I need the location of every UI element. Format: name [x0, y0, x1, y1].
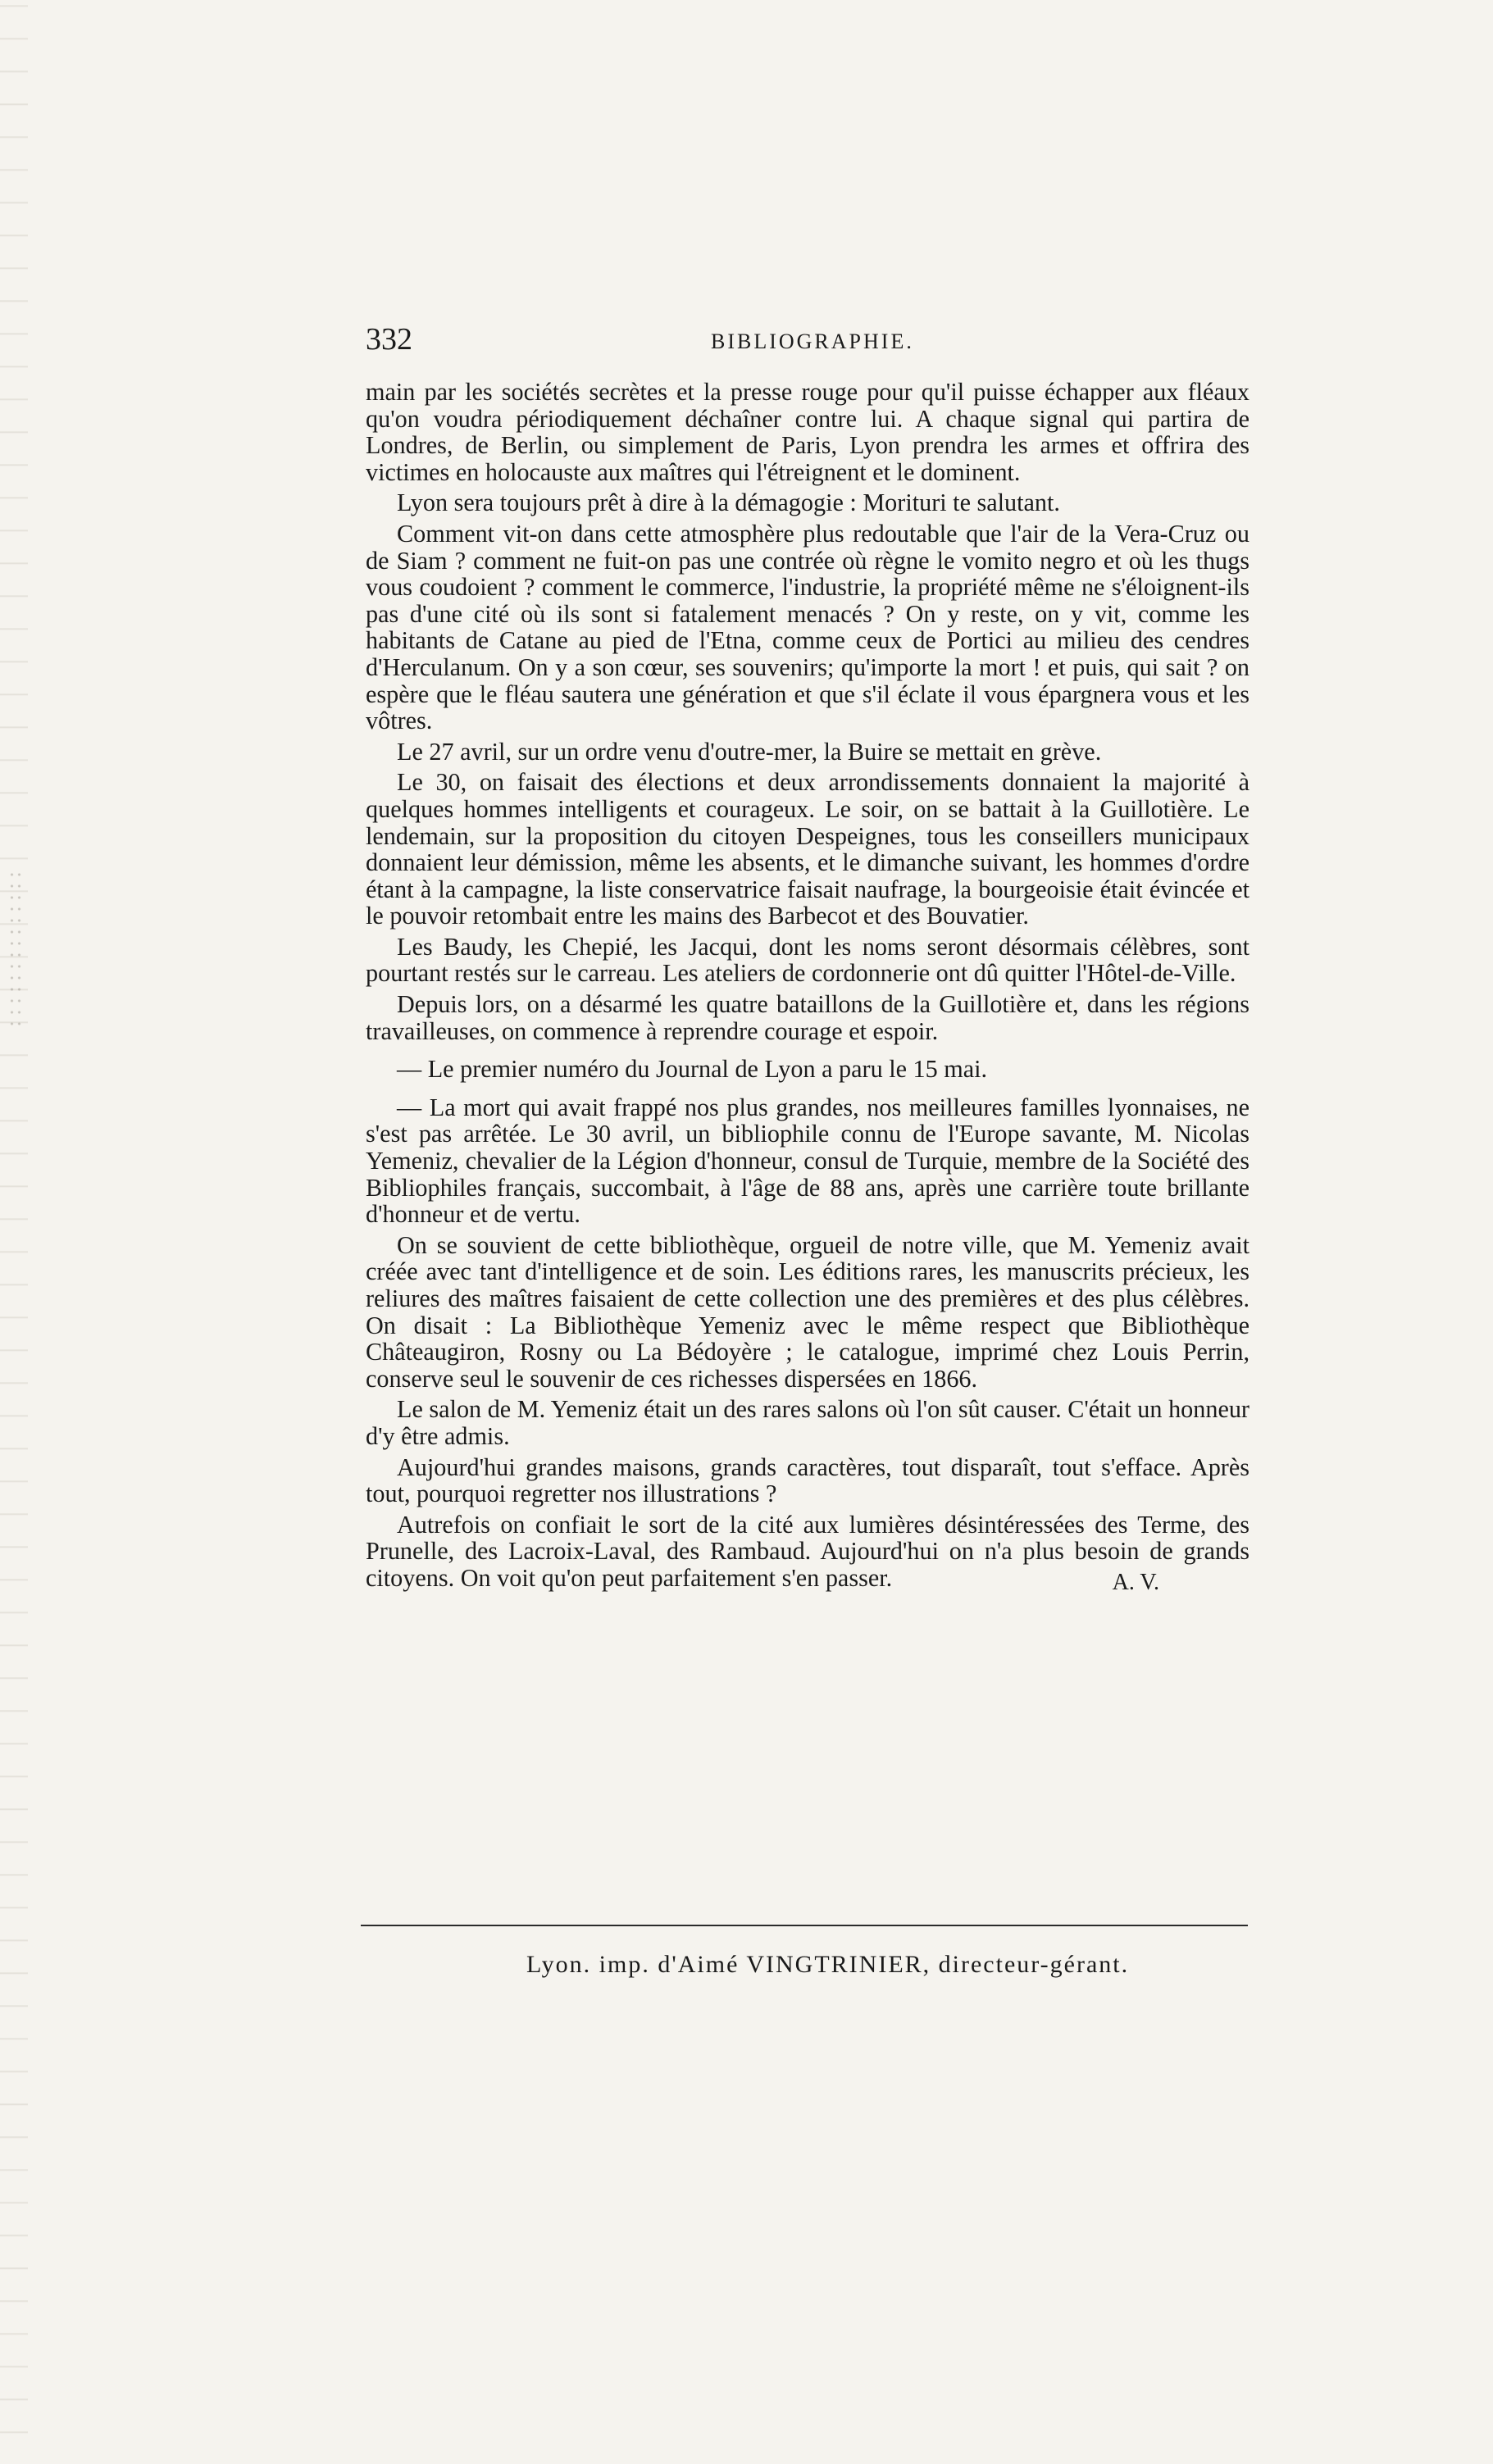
paragraph: Lyon sera toujours prêt à dire à la démagogie : Morituri te salutant. [397, 489, 1060, 517]
news-item: — Le premier numéro du Journal de Lyon a paru le 15 mai. [397, 1055, 988, 1084]
paragraph: Le 30, on faisait des élections et deux arrondissements donnaient la majorité à quelques hommes intelligents et courageux. Le soir, on se battait à la Guillotière. Le lendemain, sur la proposition du citoyen Despeignes, tous les conseillers municipaux donnaient leur démission, même les absents, et le dimanche suivant, les hommes d'ordre étant à la campagne, la liste conservatrice faisait naufrage, la bourgeoisie était évincée et le pouvoir retombait entre les mains des Barbecot et des Bouvatier. [366, 768, 1249, 930]
body-text [366, 379, 1249, 1596]
paragraph: Autrefois on confiait le sort de la cité aux lumières désintéressées des Terme, des Prunelle, des Lacroix-Laval, des Rambaud. Aujourd'hui on n'a plus besoin de grands citoyens. On voit qu'on peut parfaitement s'en passer. [366, 1510, 1249, 1592]
running-head [366, 321, 1209, 361]
paragraph: On se souvient de cette bibliothèque, orgueil de notre ville, que M. Yemeniz avait créée avec tant d'intelligence et de soin. Les éditions rares, les manuscrits précieux, les reliures des maîtres faisaient de cette collection une des premières et des plus célèbres. On disait : La Bibliothèque Yemeniz avec le même respect que Bibliothèque Châteaugiron, Rosny ou La Bédoyère ; le catalogue, imprimé chez Louis Perrin, conserve seul le souvenir de ces richesses dispersées en 1866. [366, 1230, 1249, 1393]
paragraph: Comment vit-on dans cette atmosphère plus redoutable que l'air de la Vera-Cruz ou de Siam ? comment ne fuit-on pas une contrée où règne le vomito negro et où les thugs vous coudoient ? comment le commerce, l'industrie, la propriété même ne s'éloignent-ils pas d'une cité où ils sont si fatalement menacés ? On y reste, on y vit, comme les habitants de Catane au pied de l'Etna, comme ceux de Portici au milieu des cendres d'Herculanum. On y a son cœur, ses souvenirs; qu'importe la mort ! et puis, qui sait ? on espère que le fléau sautera une génération et que s'il éclate il vous épargnera vous et les vôtres. [366, 519, 1249, 735]
scan-edge-marks [8, 869, 23, 1033]
paragraph: Le 27 avril, sur un ordre venu d'outre-mer, la Buire se mettait en grève. [397, 737, 1102, 766]
page-number: 332 [366, 322, 412, 357]
news-item: — La mort qui avait frappé nos plus grandes, nos meilleures familles lyonnaises, ne s'est pas arrêtée. Le 30 avril, un bibliophile connu de l'Europe savante, M. Nicolas Yemeniz, chevalier de la Légion d'honneur, consul de Turquie, membre de la Société des Bibliophiles français, succombait, à l'âge de 88 ans, après une carrière toute brillante d'honneur et de vertu. [366, 1093, 1249, 1229]
paragraph: Depuis lors, on a désarmé les quatre bataillons de la Guillotière et, dans les régions travailleuses, on commence à reprendre courage et espoir. [366, 990, 1249, 1045]
paragraph: Les Baudy, les Chepié, les Jacqui, dont les noms seront désormais célèbres, sont pourtant restés sur le carreau. Les ateliers de cordonnerie ont dû quitter l'Hôtel-de-Ville. [366, 932, 1249, 988]
author-signature: A. V. [1112, 1569, 1159, 1595]
printer-imprint: Lyon. imp. d'Aimé VINGTRINIER, directeur-gérant. [526, 1951, 1130, 1978]
running-title: BIBLIOGRAPHIE. [711, 330, 914, 353]
footer-rule [361, 1925, 1248, 1926]
scan-edge [0, 0, 28, 2464]
paragraph: Le salon de M. Yemeniz était un des rares salons où l'on sût causer. C'était un honneur d'y être admis. [366, 1395, 1249, 1450]
paragraph: main par les sociétés secrètes et la presse rouge pour qu'il puisse échapper aux fléaux qu'on voudra périodiquement déchaîner contre lui. A chaque signal qui partira de Londres, de Berlin, ou simplement de Paris, Lyon prendra les armes et offrira des victimes en holocauste aux maîtres qui l'étreignent et le dominent. [366, 378, 1249, 486]
paragraph: Aujourd'hui grandes maisons, grands caractères, tout disparaît, tout s'efface. Après tout, pourquoi regretter nos illustrations ? [366, 1452, 1249, 1508]
